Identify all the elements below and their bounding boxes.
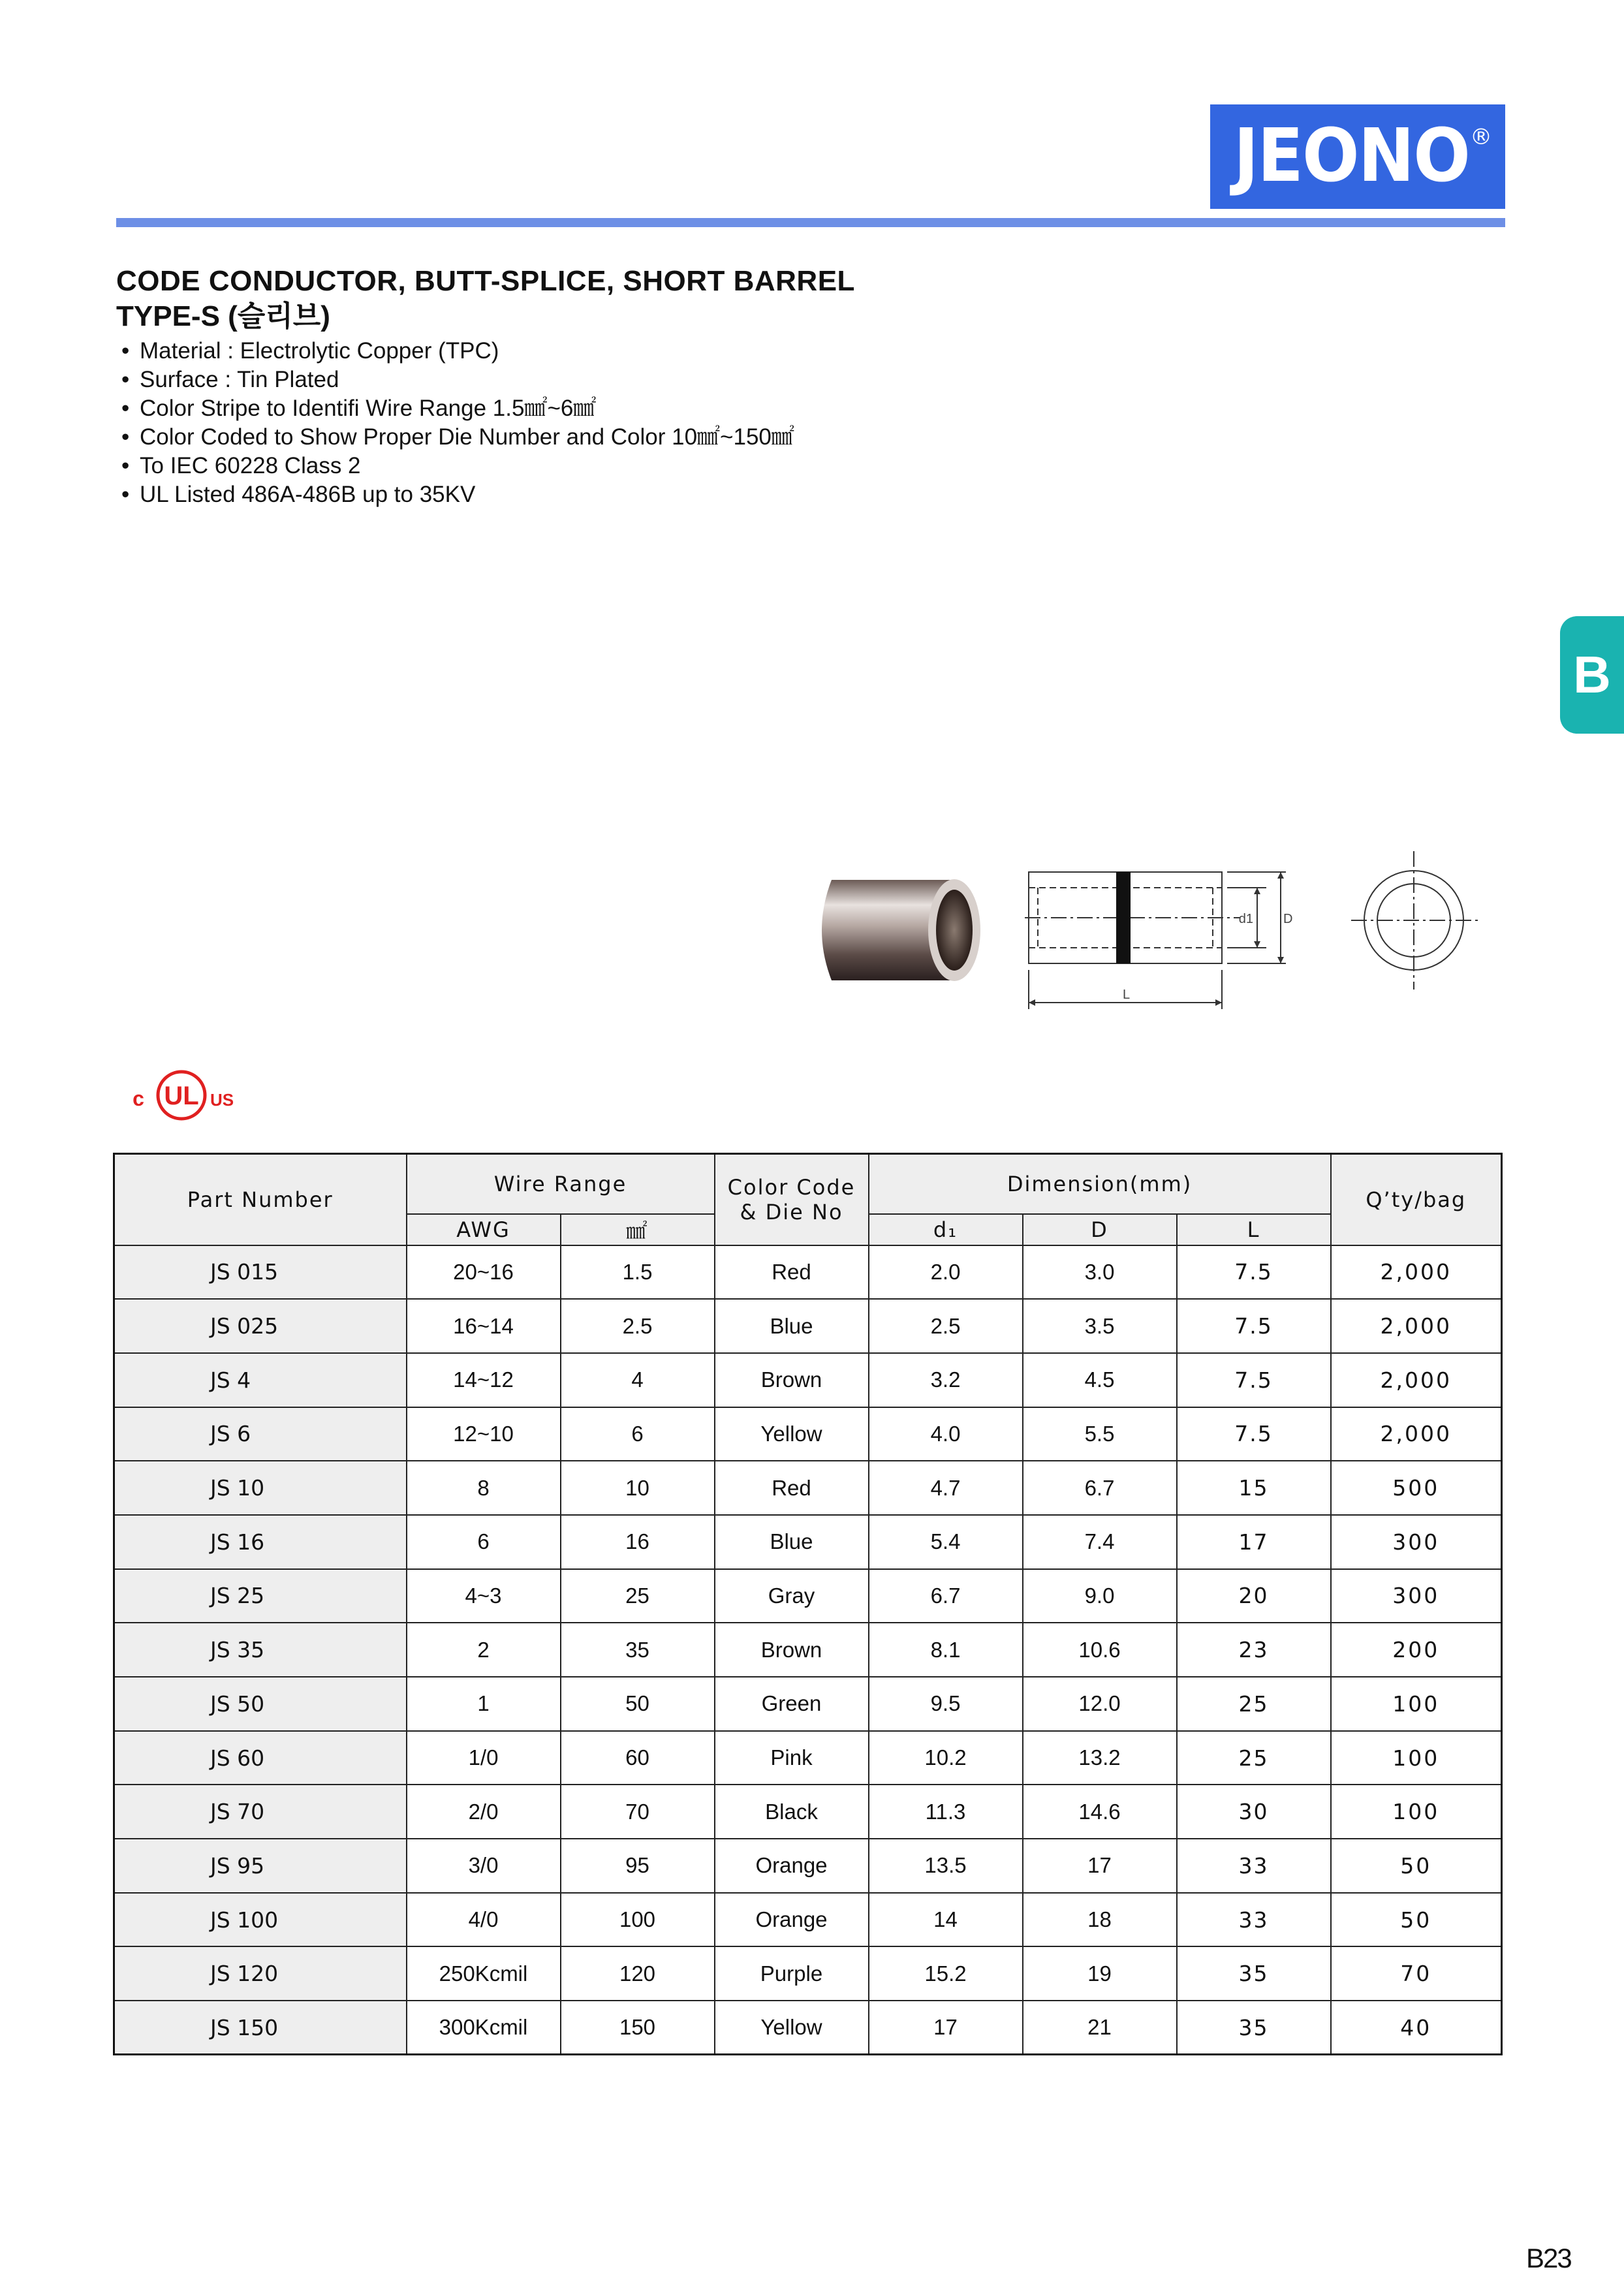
table-row [114,1946,1502,2001]
d1-cell: 3.2 [869,1353,1023,1407]
outer-diameter-cell: 10.6 [1023,1623,1177,1677]
d1-cell: 2.0 [869,1245,1023,1300]
feature-item: • UL Listed 486A-486B up to 35KV [121,482,476,507]
length-cell: 30 [1177,1785,1331,1839]
part-number-cell: JS 16 [114,1515,407,1569]
mm2-cell: 35 [561,1623,715,1677]
outer-diameter-cell: 5.5 [1023,1407,1177,1461]
mm2-cell: 4 [561,1353,715,1407]
end-view-drawing [1345,849,1488,992]
label-L: L [1123,988,1131,1002]
table-row [114,2001,1502,2055]
feature-item: • Color Coded to Show Proper Die Number and Color 10㎟~150㎟ [121,424,794,450]
length-cell: 15 [1177,1461,1331,1515]
outer-diameter-cell: 18 [1023,1893,1177,1947]
awg-cell: 16~14 [407,1299,561,1353]
brand-logo [1210,104,1505,209]
color-code-cell: Red [715,1461,869,1515]
feature-list [121,337,794,509]
feature-item: • To IEC 60228 Class 2 [121,453,361,478]
d1-cell: 6.7 [869,1569,1023,1623]
length-cell: 33 [1177,1893,1331,1947]
mm2-cell: 2.5 [561,1299,715,1353]
mm2-cell: 1.5 [561,1245,715,1300]
color-code-cell: Pink [715,1731,869,1785]
part-number-cell: JS 6 [114,1407,407,1461]
mm2-cell: 6 [561,1407,715,1461]
awg-cell: 12~10 [407,1407,561,1461]
part-number-cell: JS 25 [114,1569,407,1623]
color-code-cell: Black [715,1785,869,1839]
outer-diameter-cell: 9.0 [1023,1569,1177,1623]
table-row [114,1461,1502,1515]
header-L: L [1177,1214,1331,1245]
d1-cell: 9.5 [869,1677,1023,1731]
spec-table-body [114,1245,1502,2055]
length-cell: 7.5 [1177,1299,1331,1353]
spec-table [113,1153,1503,2055]
length-cell: 7.5 [1177,1353,1331,1407]
feature-item: • Material : Electrolytic Copper (TPC) [121,338,499,364]
product-photo [812,868,986,992]
label-d1: d1 [1238,912,1253,926]
length-cell: 25 [1177,1677,1331,1731]
qty-cell: 70 [1331,1946,1502,2001]
outer-diameter-cell: 21 [1023,2001,1177,2055]
qty-cell: 200 [1331,1623,1502,1677]
registered-mark: ® [1470,124,1492,150]
part-number-cell: JS 120 [114,1946,407,2001]
table-row [114,1407,1502,1461]
qty-cell: 100 [1331,1731,1502,1785]
length-cell: 23 [1177,1623,1331,1677]
d1-cell: 8.1 [869,1623,1023,1677]
color-code-cell: Brown [715,1623,869,1677]
page-number: B23 [1526,2243,1571,2273]
table-row [114,1623,1502,1677]
length-cell: 25 [1177,1731,1331,1785]
table-row [114,1839,1502,1893]
side-view-drawing [1025,849,1299,1012]
length-cell: 35 [1177,1946,1331,2001]
awg-cell: 250Kcmil [407,1946,561,2001]
c-text: c [133,1087,144,1110]
d1-cell: 13.5 [869,1839,1023,1893]
table-row [114,1353,1502,1407]
feature-item: • Color Stripe to Identifi Wire Range 1.5㎟~6㎟ [121,396,597,421]
outer-diameter-cell: 3.5 [1023,1299,1177,1353]
mm2-cell: 95 [561,1839,715,1893]
d1-cell: 14 [869,1893,1023,1947]
part-number-cell: JS 70 [114,1785,407,1839]
d1-cell: 15.2 [869,1946,1023,2001]
mm2-cell: 150 [561,2001,715,2055]
qty-cell: 2,000 [1331,1299,1502,1353]
awg-cell: 4/0 [407,1893,561,1947]
qty-cell: 300 [1331,1569,1502,1623]
header-part-number: Part Number [114,1154,407,1245]
qty-cell: 100 [1331,1785,1502,1839]
outer-diameter-cell: 7.4 [1023,1515,1177,1569]
header-qty: Q’ty/bag [1331,1154,1502,1245]
color-code-cell: Blue [715,1515,869,1569]
length-cell: 35 [1177,2001,1331,2055]
length-cell: 33 [1177,1839,1331,1893]
awg-cell: 14~12 [407,1353,561,1407]
mm2-cell: 50 [561,1677,715,1731]
color-code-cell: Yellow [715,1407,869,1461]
awg-cell: 3/0 [407,1839,561,1893]
header-d1: d₁ [869,1214,1023,1245]
table-row [114,1677,1502,1731]
awg-cell: 6 [407,1515,561,1569]
outer-diameter-cell: 13.2 [1023,1731,1177,1785]
qty-cell: 2,000 [1331,1353,1502,1407]
color-code-cell: Yellow [715,2001,869,2055]
color-code-cell: Orange [715,1839,869,1893]
part-number-cell: JS 10 [114,1461,407,1515]
qty-cell: 100 [1331,1677,1502,1731]
part-number-cell: JS 015 [114,1245,407,1300]
table-row [114,1299,1502,1353]
outer-diameter-cell: 12.0 [1023,1677,1177,1731]
length-cell: 20 [1177,1569,1331,1623]
qty-cell: 300 [1331,1515,1502,1569]
part-number-cell: JS 60 [114,1731,407,1785]
qty-cell: 50 [1331,1893,1502,1947]
qty-cell: 2,000 [1331,1245,1502,1300]
qty-cell: 40 [1331,2001,1502,2055]
color-code-cell: Blue [715,1299,869,1353]
color-code-cell: Brown [715,1353,869,1407]
mm2-cell: 10 [561,1461,715,1515]
table-row [114,1785,1502,1839]
d1-cell: 17 [869,2001,1023,2055]
mm2-cell: 25 [561,1569,715,1623]
outer-diameter-cell: 19 [1023,1946,1177,2001]
mm2-cell: 70 [561,1785,715,1839]
color-code-cell: Orange [715,1893,869,1947]
table-row [114,1569,1502,1623]
part-number-cell: JS 35 [114,1623,407,1677]
awg-cell: 8 [407,1461,561,1515]
d1-cell: 4.0 [869,1407,1023,1461]
label-D: D [1283,912,1293,926]
header-divider [116,218,1505,227]
awg-cell: 1 [407,1677,561,1731]
awg-cell: 20~16 [407,1245,561,1300]
section-tab[interactable] [1560,616,1624,734]
header-color-code: Color Code & Die No [715,1154,869,1245]
length-cell: 17 [1177,1515,1331,1569]
mm2-cell: 120 [561,1946,715,2001]
part-number-cell: JS 95 [114,1839,407,1893]
d1-cell: 10.2 [869,1731,1023,1785]
d1-cell: 2.5 [869,1299,1023,1353]
ul-text: UL [164,1082,199,1110]
header-D: D [1023,1214,1177,1245]
color-code-cell: Gray [715,1569,869,1623]
feature-item: • Surface : Tin Plated [121,367,339,392]
product-title: CODE CONDUCTOR, BUTT-SPLICE, SHORT BARREL [116,265,855,297]
qty-cell: 50 [1331,1839,1502,1893]
awg-cell: 4~3 [407,1569,561,1623]
mm2-cell: 60 [561,1731,715,1785]
header-awg: AWG [407,1214,561,1245]
outer-diameter-cell: 3.0 [1023,1245,1177,1300]
length-cell: 7.5 [1177,1407,1331,1461]
color-code-cell: Red [715,1245,869,1300]
table-row [114,1245,1502,1300]
header-wire-range: Wire Range [407,1154,715,1214]
header-mm2: ㎟ [561,1214,715,1245]
color-code-cell: Purple [715,1946,869,2001]
qty-cell: 2,000 [1331,1407,1502,1461]
outer-diameter-cell: 14.6 [1023,1785,1177,1839]
color-code-cell: Green [715,1677,869,1731]
qty-cell: 500 [1331,1461,1502,1515]
table-row [114,1893,1502,1947]
brand-name: JEONO [1234,114,1469,198]
part-number-cell: JS 150 [114,2001,407,2055]
outer-diameter-cell: 17 [1023,1839,1177,1893]
part-number-cell: JS 025 [114,1299,407,1353]
table-row [114,1515,1502,1569]
part-number-cell: JS 50 [114,1677,407,1731]
awg-cell: 300Kcmil [407,2001,561,2055]
awg-cell: 1/0 [407,1731,561,1785]
section-tab-label: B [1573,646,1611,704]
d1-cell: 11.3 [869,1785,1023,1839]
part-number-cell: JS 100 [114,1893,407,1947]
d1-cell: 4.7 [869,1461,1023,1515]
mm2-cell: 16 [561,1515,715,1569]
part-number-cell: JS 4 [114,1353,407,1407]
d1-cell: 5.4 [869,1515,1023,1569]
culus-mark [128,1065,239,1125]
table-row [114,1731,1502,1785]
awg-cell: 2/0 [407,1785,561,1839]
mm2-cell: 100 [561,1893,715,1947]
length-cell: 7.5 [1177,1245,1331,1300]
product-subtitle: TYPE-S (슬리브) [116,300,330,332]
awg-cell: 2 [407,1623,561,1677]
header-dimension: Dimension(mm) [869,1154,1331,1214]
outer-diameter-cell: 4.5 [1023,1353,1177,1407]
us-text: US [210,1090,234,1110]
outer-diameter-cell: 6.7 [1023,1461,1177,1515]
